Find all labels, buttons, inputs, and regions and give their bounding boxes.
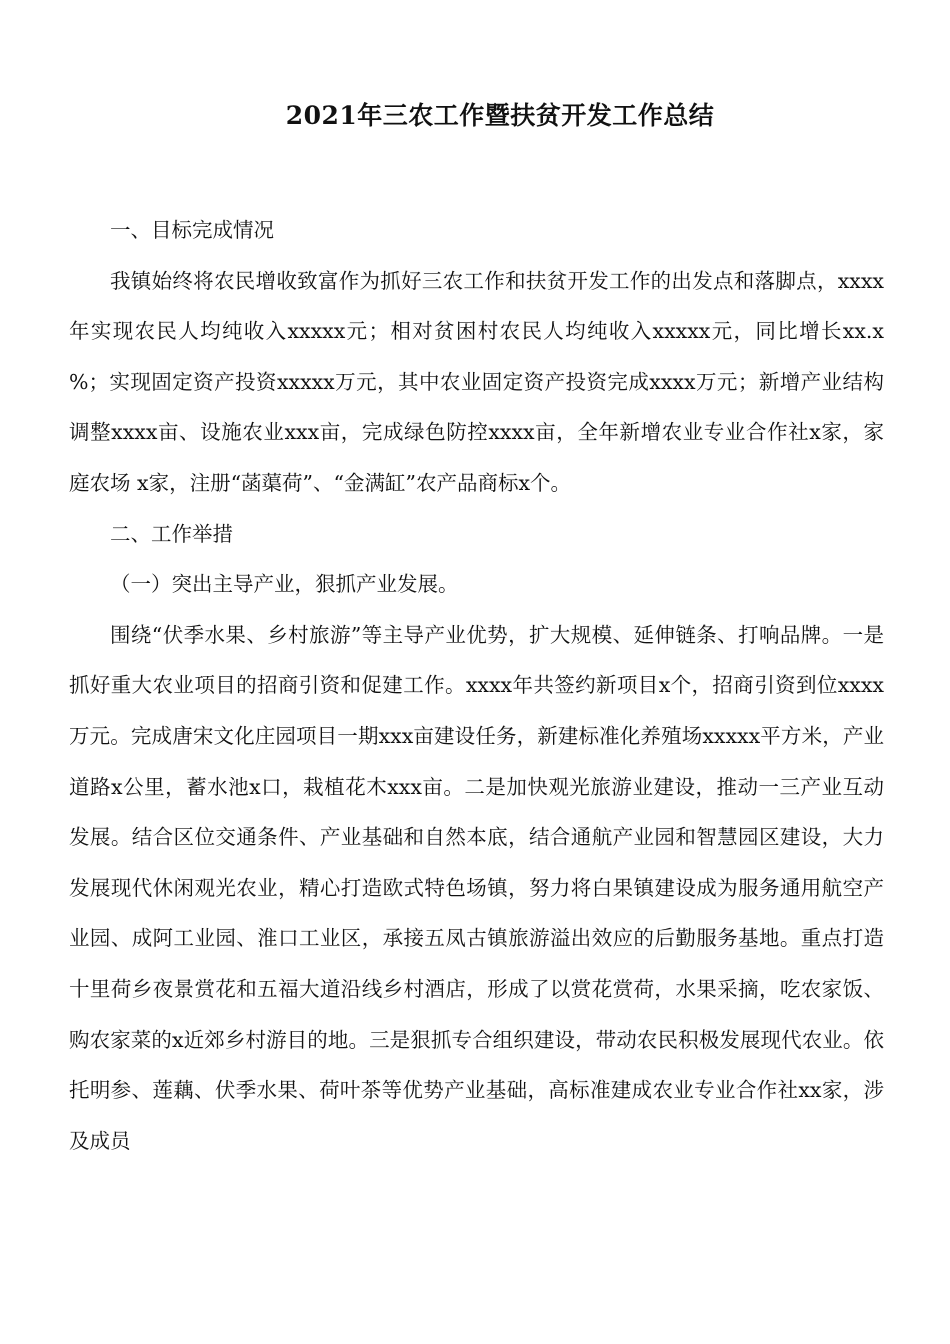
document-body [69,205,884,1166]
paragraph: 我镇始终将农民增收致富作为抓好三农工作和扶贫开发工作的出发点和落脚点，xxxx年实现农民人均纯收入xxxxx元；相对贫困村农民人均纯收入xxxxx元，同比增长xx.x %；实现固定资产投资xxxxx万元，其中农业固定资产投资完成xxxx万元；新增产业结构调整xxxx亩、设施农业xxx亩，完成绿色防控xxxx亩，全年新增农业专业合作社x家，家庭农场 x家，注册“菡蕖荷”、“金满缸”农产品商标x个。 [69,268,884,495]
paragraph: 围绕“伏季水果、乡村旅游”等主导产业优势，扩大规模、延伸链条、打响品牌。一是抓好重大农业项目的招商引资和促建工作。xxxx年共签约新项目x个，招商引资到位xxxx万元。完成唐宋文化庄园项目一期xxx亩建设任务，新建标准化养殖场xxxxx平方米，产业道路x公里，蓄水池x口，栽植花木xxx亩。二是加快观光旅游业建设，推动一三产业互动发展。结合区位交通条件、产业基础和自然本底，结合通航产业园和智慧园区建设，大力发展现代休闲观光农业，精心打造欧式特色场镇，努力将白果镇建设成为服务通用航空产业园、成阿工业园、淮口工业区，承接五凤古镇旅游溢出效应的后勤服务基地。重点打造十里荷乡夜景赏花和五福大道沿线乡村酒店，形成了以赏花赏荷，水果采摘，吃农家饭、购农家菜的x近郊乡村游目的地。三是狠抓专合组织建设，带动农民积极发展现代农业。依托明参、莲藕、伏季水果、荷叶茶等优势产业基础，高标准建成农业专业合作社xx家，涉及成员 [69,622,884,1153]
subsection-heading-1: （一）突出主导产业，狠抓产业发展。 [110,572,459,597]
document-title: 2021年三农工作暨扶贫开发工作总结 [285,101,715,130]
section-heading-1: 一、目标完成情况 [110,218,274,242]
section-heading-2: 二、工作举措 [110,521,233,546]
